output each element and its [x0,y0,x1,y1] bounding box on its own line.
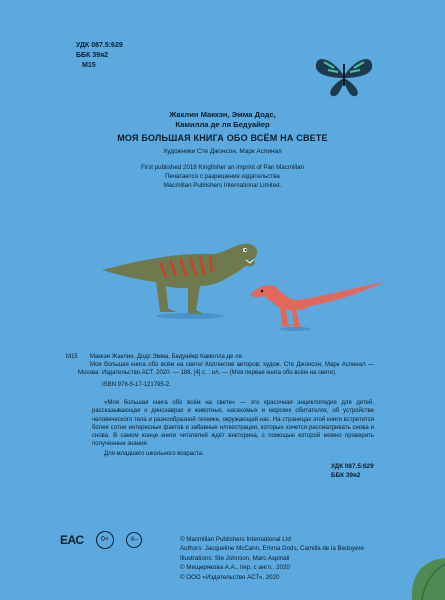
age-note: Для младшего школьного возраста. [104,451,204,457]
publication-line-3: Macmillan Publishers International Limited. [163,182,282,189]
author-mark-code: M15 [82,62,96,69]
dinosaurs-illustration [100,230,400,340]
butterfly-illustration [314,52,374,100]
catalog-entry-head: Маккэн Жаклин, Додс Эмма, Бедуайер Камилла де ля. [90,354,244,360]
book-description: «Моя большая книга обо всём на свете» — это красочная энциклопедия для детей, рассказывающая о динозаврах и животных, насекомых и морских обитателях, об устройстве человеческого тела и разнообразной технике, окружающей нас. На страницах этой книги встретится более сотни интересных фактов и забавные иллюстрации, которые хочется рассматривать снова и снова. В самом конце книги читателей ждёт викторина, с помощью которой можно проверить полученные знания. [92,400,374,448]
credits [180,535,364,582]
bbk-code: ББК 39я2 [76,52,109,59]
catalog-entry-body: Моя большая книга обо всём на свете/ Коллектив авторов; худож. Сте Джонсон, Марк Аспинал — Москва: Издательство АСТ, 2020. — 188, [4] с. : ил. — (Моя первая книга обо всём на свете). [78,362,374,377]
publication-line-2: Печатается с разрешения издательства [165,173,280,180]
udk-block-top [76,41,123,71]
age-6-badge: 6– [126,532,142,548]
credit-line-2: Authors: Jacqueline McCann, Emma Dods, Camilla de la Bedoyere [180,545,364,553]
credit-line-3: Illustrations: Ste Johnson, Marc Aspinall [180,554,290,562]
credit-line-1: © Macmillan Publishers International Ltd [180,536,291,543]
illustrators-line: Художники Сте Джонсон, Марк Аспинал [163,148,282,155]
age-rating-badge: 0+ [96,531,114,549]
udk-code: УДК 087.5:629 [76,42,123,49]
book-title: МОЯ БОЛЬШАЯ КНИГА ОБО ВСЁМ НА СВЕТЕ [117,133,328,143]
certification-marks [60,531,142,549]
authors-line-1: Жаклин Маккэн, Эмма Додс, [169,110,276,119]
publication-line-1: First published 2018 Kingfisher an imprint of Pan Macmillan [140,164,305,171]
credit-line-5: © ООО «Издательство АСТ», 2020 [180,573,280,581]
credit-line-4: © Мещерякова А.А., пер. с англ., 2020 [180,564,290,572]
catalog-entry [66,353,374,394]
isbn: ISBN 978-5-17-121795-2. [102,381,171,388]
udk-block-bottom [331,462,374,480]
small-dinosaur [250,282,386,328]
eac-mark-icon: ЕАС [60,533,84,547]
catalog-code: M15 [66,354,78,360]
udk-code-bottom: УДК 087.5:629 [331,463,374,470]
leaf-illustration [404,550,445,600]
big-dinosaur [102,244,257,314]
bbk-code-bottom: ББК 39я2 [331,472,361,479]
authors-line-2: Камилла де ля Бедуайер [175,120,270,129]
